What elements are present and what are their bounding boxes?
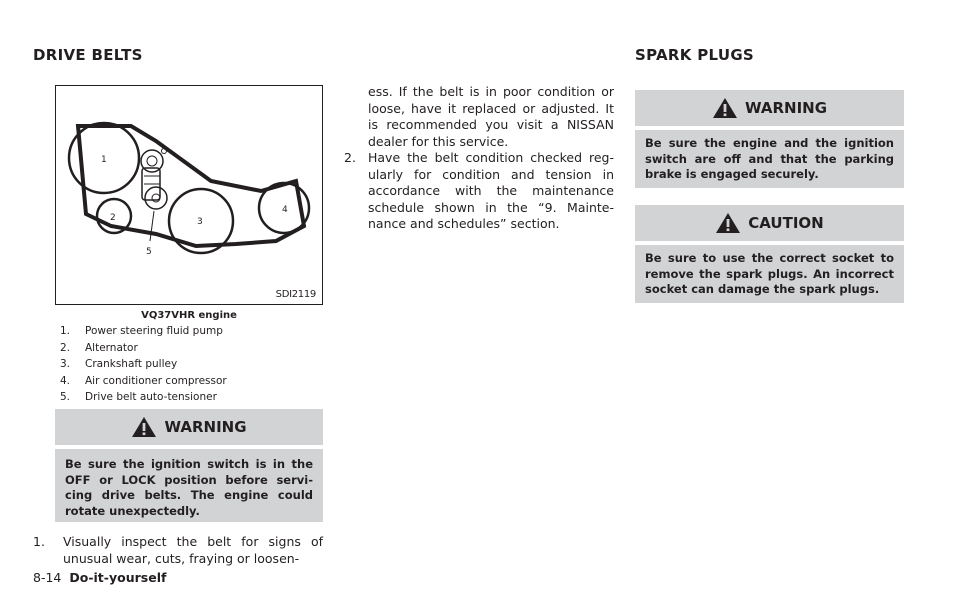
- warning-body-left: [55, 449, 323, 522]
- step-number: 2.: [344, 150, 356, 165]
- caution-text: Be sure to use the correct socket to remove the spark plugs. An incorrect socket can damage the spark plugs.: [645, 251, 894, 296]
- step-text: Have the belt condition checked reg-ularly for condition and tension in accordance with the maintenance schedule shown in the “9. Mainte-nance and schedules” section.: [368, 150, 614, 231]
- legend-item: 5. Drive belt auto-tensioner: [60, 391, 217, 403]
- warning-body-right: [635, 130, 904, 188]
- warning-label: WARNING: [164, 418, 247, 436]
- legend-item: 3. Crankshaft pulley: [60, 358, 178, 370]
- figure-legend: [60, 323, 325, 406]
- warning-triangle-icon: [131, 416, 157, 438]
- callout-3: 3: [197, 217, 203, 227]
- warning-text: Be sure the engine and the ignition switch are off and that the parking brake is engaged securely.: [645, 136, 894, 181]
- spark-plugs-title: SPARK PLUGS: [635, 46, 755, 64]
- figure-caption: VQ37VHR engine: [141, 310, 237, 321]
- drive-belt-diagram: [55, 85, 323, 305]
- legend-item: 1. Power steering fluid pump: [60, 325, 223, 337]
- callout-4: 4: [282, 205, 288, 215]
- warning-header-left: [55, 409, 323, 445]
- step-text: Visually inspect the belt for signs of unusual wear, cuts, fraying or loosen-: [63, 534, 323, 566]
- warning-header-right: [635, 90, 904, 126]
- caution-body: [635, 245, 904, 303]
- caution-triangle-icon: [715, 212, 741, 234]
- warning-text: Be sure the ignition switch is in the OFF or LOCK position before servi-cing drive belts. The engine could rotate unexpectedly.: [65, 457, 313, 518]
- belt-routing-illustration: [56, 86, 322, 304]
- auto-tensioner: [141, 149, 167, 210]
- caution-label: CAUTION: [748, 214, 824, 232]
- warning-label: WARNING: [744, 99, 828, 117]
- legend-item: 4. Air conditioner compressor: [60, 374, 227, 387]
- callout-5-leader: [150, 211, 154, 241]
- page-footer: [33, 570, 166, 585]
- callout-1: 1: [101, 155, 107, 165]
- warning-triangle-icon: [712, 97, 738, 119]
- step-number: 1.: [33, 534, 45, 549]
- legend-item: 2. Alternator: [60, 341, 138, 354]
- callout-5: 5: [146, 247, 152, 257]
- callout-2: 2: [110, 213, 116, 223]
- chapter-title: Do-it-yourself: [69, 570, 167, 585]
- figure-code: SDI2119: [275, 289, 316, 300]
- continuation-text: ess. If the belt is in poor condition or loose, have it replaced or adjusted. It is recommended you visit a NISSAN dealer for this service.: [368, 84, 614, 149]
- drive-belts-title: DRIVE BELTS: [33, 46, 143, 64]
- step-1: [33, 534, 323, 567]
- step-2: [344, 150, 614, 233]
- page-number: 8-14: [33, 570, 62, 585]
- caution-header: [635, 205, 904, 241]
